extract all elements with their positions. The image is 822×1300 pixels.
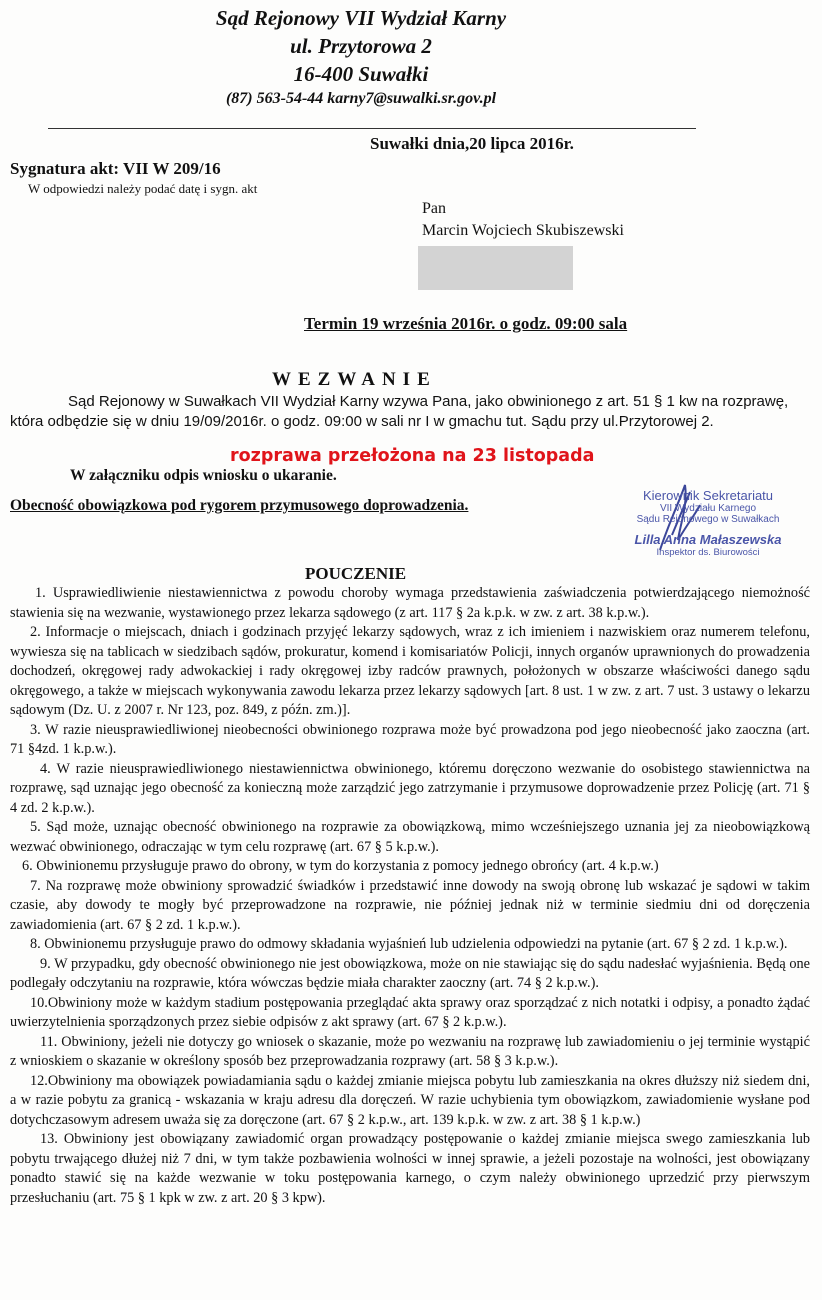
court-city: 16-400 Suwałki xyxy=(293,62,429,86)
header-divider xyxy=(48,128,696,129)
handwritten-overlay-note: rozprawa przełożona na 23 listopada xyxy=(230,446,595,466)
instruction-item: 5. Sąd może, uznając obecność obwinionego na rozprawie za obowiązkową, mimo wcześniejszego uznania jej za nieobowiązkową wezwać obwinionego, odraczając w tym celu rozprawę (art. 67 § 5 k.p.w.). xyxy=(10,819,810,855)
instruction-item: 13. Obwiniony jest obowiązany zawiadomić organ prowadzący postępowanie o każdej zmianie miejsca swego zamieszkania lub pobytu trwającego dłużej niż 7 dni, w tym także pozbawienia wolności w innej sprawie, a jeżeli pozostaje na wolności, jest obowiązany ponadto stawić się na każde wezwanie w toku postępowania karnego, o czym należy obwinionego uprzedzić przy pierwszym przesłuchaniu (art. 75 § 1 kpk w zw. z art. 20 § 3 kpw). xyxy=(10,1131,810,1206)
court-contact: (87) 563-54-44 karny7@suwalki.sr.gov.pl xyxy=(225,90,497,107)
stamp-line1: Kierownik Sekretariatu xyxy=(642,488,774,503)
court-name: Sąd Rejonowy VII Wydział Karny xyxy=(215,6,507,30)
stamp-line3: Sądu Rejonowego w Suwałkach xyxy=(636,514,780,525)
redacted-address xyxy=(418,246,573,290)
obligatory-attendance: Obecność obowiązkowa pod rygorem przymusowego doprowadzenia. xyxy=(10,497,469,514)
stamp-line2: VII Wydziału Karnego xyxy=(659,503,757,514)
document-title: WEZWANIE xyxy=(272,369,437,390)
summons-text: Sąd Rejonowy w Suwałkach VII Wydział Karny wzywa Pana, jako obwinionego z art. 51 § 1 kw na rozprawę, która odbędzie się w dniu 19/09/2016r. o godz. 09:00 w sali nr I w gmachu tut. Sądu przy ul.Przytorowej 2. xyxy=(10,393,789,430)
attachment-note: W załączniku odpis wniosku o ukaranie. xyxy=(70,467,337,484)
place-date: Suwałki dnia,20 lipca 2016r. xyxy=(370,134,574,153)
addressee-name: Marcin Wojciech Skubiszewski xyxy=(422,222,624,239)
addressee-title: Pan xyxy=(422,200,446,217)
signature-note: W odpowiedzi należy podać datę i sygn. akt xyxy=(28,181,258,196)
instruction-item: 2. Informacje o miejscach, dniach i godzinach przyjęć lekarzy sądowych, wraz z ich imieniem i nazwiskiem oraz numerem telefonu, wywiesza się na tablicach w siedzibach sądów, prokuratur, komend i komisariatów Policji, innych organów uprawnionych do prowadzenia dochodzeń, okręgowej rady adwokackiej i rady okręgowej izby radców prawnych, położonych w obszarze właściwości danego sądu okręgowego, a także w miejscach wykonywania zawodu lekarza przez lekarzy sądowych [art. 8 ust. 1 w zw. z art. 7 ust. 3 ustawy o lekarzu sądowym (Dz. U. z 2007 r. Nr 123, poz. 849, z późn. zm.)]. xyxy=(10,624,810,718)
stamp-role: Inspektor ds. Biurowości xyxy=(656,547,760,558)
instruction-item: 8. Obwinionemu przysługuje prawo do odmowy składania wyjaśnień lub udzielenia odpowiedzi na pytanie (art. 67 § 2 zd. 1 k.p.w.). xyxy=(30,936,788,952)
stamp-name: Lilla Anna Małaszewska xyxy=(634,532,782,547)
instruction-item: 10.Obwiniony może w każdym stadium postępowania przeglądać akta sprawy oraz sporządzać z nich notatki i odpisy, a ponadto żądać uwierzytelnienia sporządzonych przez siebie odpisów z akt sprawy (art. 67 § 2 k.p.w.). xyxy=(10,994,810,1030)
instruction-item: 4. W razie nieusprawiedliwionego niestawiennictwa obwinionego, któremu doręczono wezwanie do osobistego stawiennictwa na rozprawę, sąd uznając jego obecność za konieczną może zarządzić jego zatrzymanie i przymusowe doprowadzenie przez Policję (art. 71 § 4 zd. 2 k.p.w.). xyxy=(10,760,810,816)
instructions-title: POUCZENIE xyxy=(305,564,407,583)
summons-body xyxy=(10,392,810,432)
instructions-list xyxy=(10,584,810,1208)
hearing-term: Termin 19 września 2016r. o godz. 09:00 sala xyxy=(304,314,628,333)
instruction-item: 6. Obwinionemu przysługuje prawo do obrony, w tym do korzystania z pomocy jednego obrońcy (art. 4 k.p.w.) xyxy=(22,858,659,874)
instruction-item: 11. Obwiniony, jeżeli nie dotyczy go wniosek o skazanie, może po wezwaniu na rozprawę lub zawiadomieniu o jej terminie wystąpić z wnioskiem o skazanie w określony sposób bez przeprowadzania rozprawy (art. 58 § 3 k.p.w.). xyxy=(10,1033,810,1069)
secretariat-stamp xyxy=(608,488,808,558)
instruction-item: 12.Obwiniony ma obowiązek powiadamiania sądu o każdej zmianie miejsca pobytu lub zamieszkania na okres dłuższy niż siedem dni, a w razie pobytu za granicą - wskazania w kraju adresu dla doręczeń. W razie uchybienia tym obowiązkom, zawiadomienie wysłane pod dotychczasowym adresem uważa się za doręczone (art. 67 § 2 k.p.w., art. 139 k.p.k. w zw. z art. 38 § 1 k.p.w.) xyxy=(10,1072,810,1128)
instruction-item: 3. W razie nieusprawiedliwionej nieobecności obwinionego rozprawa może być prowadzona pod jego nieobecność jako zaoczna (art. 71 §4zd. 1 k.p.w.). xyxy=(10,721,810,757)
court-street: ul. Przytorowa 2 xyxy=(290,34,432,58)
instruction-item: 1. Usprawiedliwienie niestawiennictwa z powodu choroby wymaga przedstawienia zaświadczenia potwierdzającego niemożność stawienia się na wezwanie, wystawionego przez lekarza sądowego (z art. 117 § 2a k.p.k. w zw. z art. 38 k.p.w.). xyxy=(10,585,810,621)
instruction-item: 7. Na rozprawę może obwiniony sprowadzić świadków i przedstawić inne dowody na swoją obronę lub wskazać je sądowi w takim czasie, aby dowody te mogły być przeprowadzone na rozprawie, nie później jednak niż w terminie siedmiu dni od doręczenia zawiadomienia (art. 67 § 2 zd. 1 k.p.w.). xyxy=(10,877,810,933)
case-signature: Sygnatura akt: VII W 209/16 xyxy=(10,159,221,178)
instruction-item: 9. W przypadku, gdy obecność obwinionego nie jest obowiązkowa, może on nie stawiając się do sądu nadesłać wyjaśnienia. Będą one podlegały odczytaniu na rozprawie, która wówczas będzie miała charakter zaoczny (art. 74 § 2 k.p.w.). xyxy=(10,955,810,991)
